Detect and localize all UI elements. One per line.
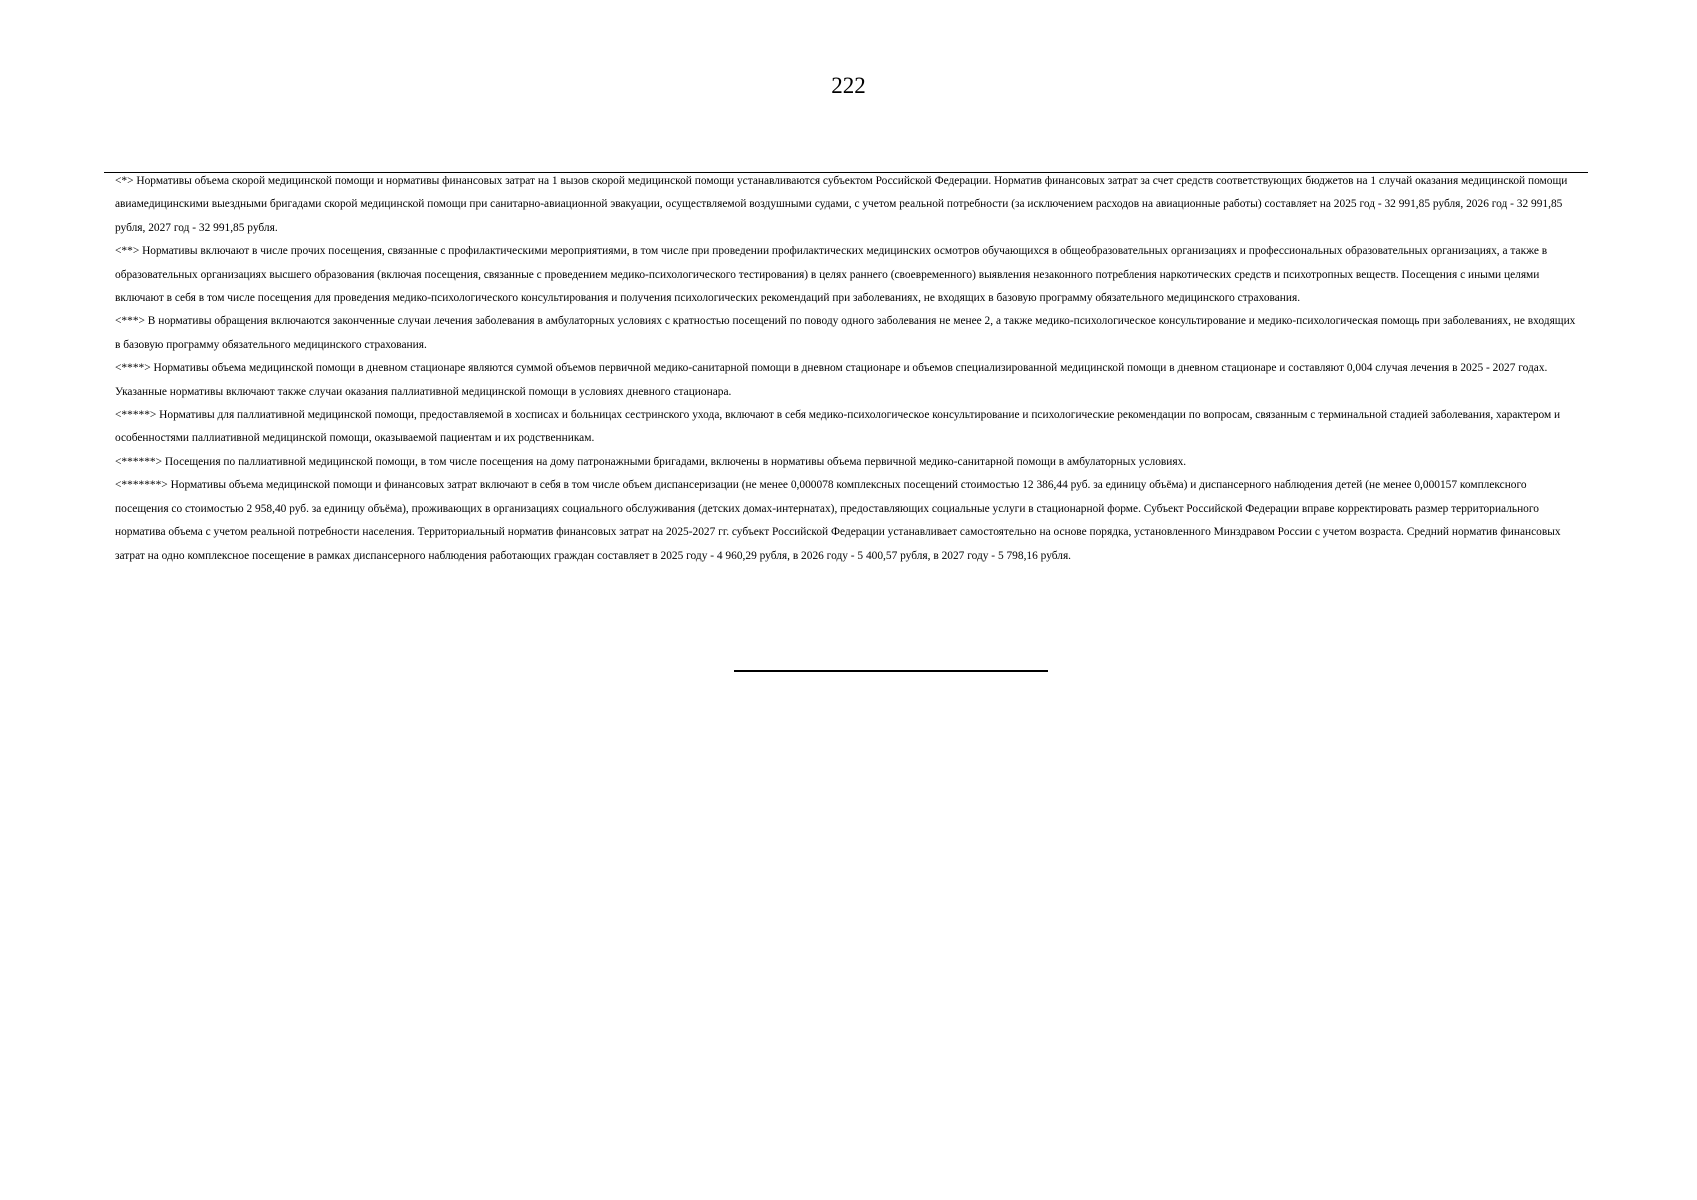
footnote-1: <*> Нормативы объема скорой медицинской помощи и нормативы финансовых затрат на 1 вызов скорой медицинской помощи устанавливаются субъектом Российской Федерации. Норматив финансовых затрат за счет средств соответствующих бюджетов на 1 случай оказания медицинской помощи авиамедицинскими выездными бригадами скорой медицинской помощи при санитарно-авиационной эвакуации, осуществляемой воздушными судами, с учетом реальной потребности (за исключением расходов на авиационные работы) составляет на 2025 год - 32 991,85 рубля, 2026 год - 32 991,85 рубля, 2027 год - 32 991,85 рубля. <box>115 175 1568 234</box>
footnote-4: <****> Нормативы объема медицинской помощи в дневном стационаре являются суммой объемов первичной медико-санитарной помощи в дневном стационаре и объемов специализированной медицинской помощи в дневном стационаре и составляют 0,004 случая лечения в 2025 - 2027 годах. Указанные нормативы включают также случаи оказания паллиативной медицинской помощи в условиях дневного стационара. <box>115 362 1548 398</box>
page-number: 222 <box>831 73 866 98</box>
footnote-3: <***> В нормативы обращения включаются законченные случаи лечения заболевания в амбулаторных условиях с кратностью посещений по поводу одного заболевания не менее 2, а также медико-психологическое консультирование и медико-психологическая помощь при заболеваниях, не входящих в базовую программу обязательного медицинского страхования. <box>115 315 1576 351</box>
footnote-2: <**> Нормативы включают в числе прочих посещения, связанные с профилактическими мероприятиями, в том числе при проведении профилактических медицинских осмотров обучающихся в общеобразовательных организациях и профессиональных образовательных организациях, а также в образовательных организациях высшего образования (включая посещения, связанные с проведением медико-психологического тестирования) в целях раннего (своевременного) выявления незаконного потребления наркотических средств и психотропных веществ. Посещения с иными целями включают в себя в том числе посещения для проведения медико-психологического консультирования и получения психологических рекомендаций при заболеваниях, не входящих в базовую программу обязательного медицинского страхования. <box>115 245 1548 305</box>
end-of-section-line <box>734 670 1048 672</box>
footnote-5: <*****> Нормативы для паллиативной медицинской помощи, предоставляемой в хосписах и больницах сестринского ухода, включают в себя медико-психологическое консультирование и психологические рекомендации по вопросам, связанным с терминальной стадией заболевания, характером и особенностями паллиативной медицинской помощи, оказываемой пациентам и их родственникам. <box>115 409 1561 445</box>
footnote-6: <******> Посещения по паллиативной медицинской помощи, в том числе посещения на дому патронажными бригадами, включены в нормативы объема первичной медико-санитарной помощи в амбулаторных условиях. <box>115 455 1187 468</box>
footnotes-block <box>115 170 1581 568</box>
footnote-7: <*******> Нормативы объема медицинской помощи и финансовых затрат включают в себя в том числе объем диспансеризации (не менее 0,000078 комплексных посещений стоимостью 12 386,44 руб. за единицу объёма) и диспансерного наблюдения детей (не менее 0,000157 комплексного посещения со стоимостью 2 958,40 руб. за единицу объёма), проживающих в организациях социального обслуживания (детских домах-интернатах), предоставляющих социальные услуги в стационарной форме. Субъект Российской Федерации вправе корректировать размер территориального норматива объема с учетом реальной потребности населения. Территориальный норматив финансовых затрат на 2025-2027 гг. субъект Российской Федерации устанавливает самостоятельно на основе порядка, установленного Минздравом России с учетом возраста. Средний норматив финансовых затрат на одно комплексное посещение в рамках диспансерного наблюдения работающих граждан составляет в 2025 году - 4 960,29 рубля, в 2026 году - 5 400,57 рубля, в 2027 году - 5 798,16 рубля. <box>115 479 1561 562</box>
